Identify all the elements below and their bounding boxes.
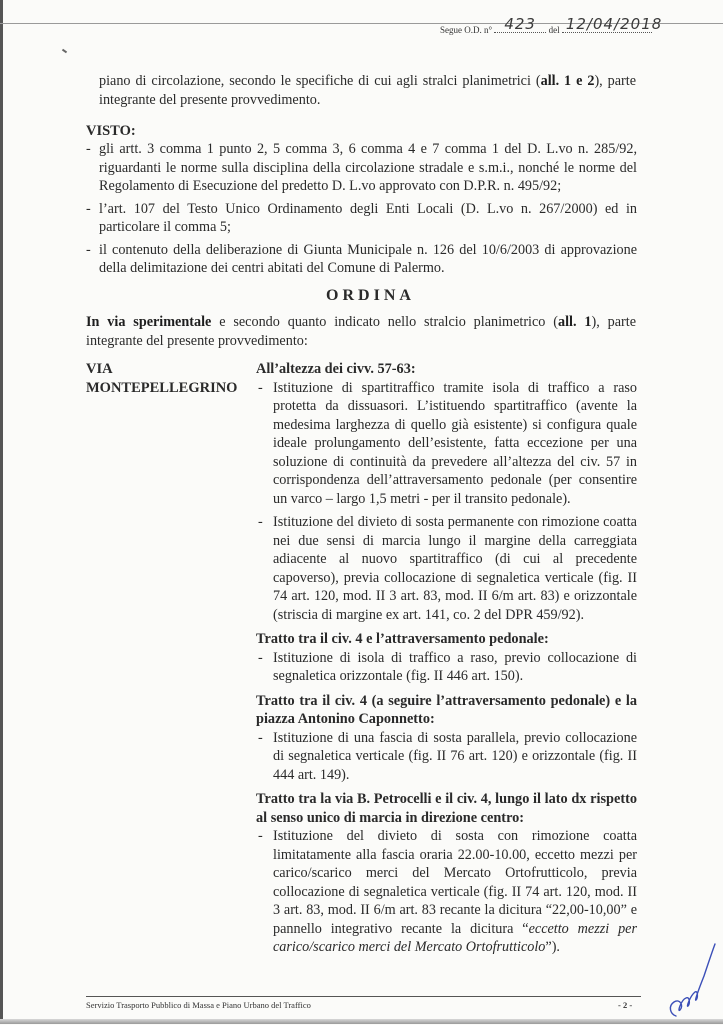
street-name-line1: VIA	[86, 361, 113, 377]
scan-stray-mark	[62, 49, 67, 54]
order-date-field	[562, 15, 663, 33]
provision-section-title: Tratto tra il civ. 4 e l’attraversamento pedonale:	[256, 631, 549, 647]
dash-bullet-icon: -	[258, 649, 263, 666]
intro-text-end: ), parte integrante del presente provvedimento.	[99, 73, 637, 108]
visto-item	[86, 241, 637, 278]
footer-page-number: - 2 -	[618, 1000, 633, 1010]
footer-divider	[86, 996, 641, 997]
ordina-heading: ORDINA	[326, 287, 415, 304]
visto-item	[86, 200, 637, 237]
visto-item-text: il contenuto della deliberazione di Giunta Municipale n. 126 del 10/6/2003 di approvazione della delimitazione dei centri abitati del Comune di Palermo.	[99, 241, 637, 276]
street-name-line2: MONTEPELLEGRINO	[86, 380, 238, 396]
provision-section-title: Tratto tra il civ. 4 (a seguire l’attraversamento pedonale) e la piazza Antonino Caponnetto:	[256, 692, 637, 727]
provisions	[256, 360, 637, 963]
footer-department: Servizio Trasporto Pubblico di Massa e Piano Urbano del Traffico	[86, 1000, 311, 1010]
provision-section-title: Tratto tra la via B. Petrocelli e il civ. 4, lungo il lato dx rispetto al senso unico di marcia in direzione centro:	[256, 791, 637, 826]
ordina-attachment-ref: all. 1	[557, 314, 592, 330]
visto-heading: VISTO:	[86, 123, 136, 139]
order-number: 423	[504, 15, 536, 33]
provision-section	[256, 692, 637, 785]
intro-attachment-ref: all. 1 e 2	[540, 73, 595, 89]
provision-section	[256, 790, 637, 957]
street-name	[86, 360, 237, 398]
visto-list	[86, 140, 637, 282]
visto-item	[86, 140, 637, 196]
scan-left-edge	[0, 0, 3, 1024]
order-number-field	[494, 15, 546, 33]
intro-paragraph	[99, 72, 636, 109]
provision-item-quote: eccetto mezzi per carico/scarico merci del Mercato Ortofrutticolo	[273, 920, 637, 955]
dash-bullet-icon: -	[258, 729, 263, 746]
provision-section	[256, 360, 637, 624]
provision-item-text-main: Istituzione del divieto di sosta con rimozione coatta limitatamente alla fascia oraria 22.00-10.00, eccetto mezzi per carico/scarico merci del Mercato Ortofrutticolo, previa collocazione di segnaletica verticale (fig. II 74 art. 120, mod. II 3 art. 83, mod. II 6/m art. 83 recante la dicitura “22,00-10,00” e pannello integrativo recante la dicitura “	[273, 828, 637, 937]
order-date-label: del	[548, 25, 560, 35]
ordina-intro-bold: In via sperimentale	[86, 314, 212, 330]
dash-bullet-icon: -	[258, 828, 263, 844]
provision-item-text: Istituzione del divieto di sosta permanente con rimozione coatta nei due sensi di marcia lungo il margine della carreggiata adiacente al nuovo spartitraffico (di cui al precedente capoverso), previa collocazione di segnaletica verticale (fig. II 74 art. 120, mod. II 3 art. 83, mod. II 6/m art. 83) e orizzontale (striscia di margine ex art. 141, co. 2 del DPR 459/92).	[273, 514, 637, 623]
ordina-intro-text: e secondo quanto indicato nello stralcio planimetrico (	[211, 314, 558, 330]
order-ref-prefix: Segue O.D. n°	[440, 25, 493, 35]
dash-bullet-icon: -	[258, 379, 263, 396]
provision-item	[256, 513, 637, 624]
provision-item-text: Istituzione di spartitraffico tramite isola di traffico a raso protetta da dissuasori. L’istituendo spartitraffico (avente la medesima larghezza di quello già esistente) si configura quale ideale prolungamento dell’esistente, fatta eccezione per una soluzione di continuità da prevedere all’altezza del civ. 57 in corrispondenza dell’attraversamento pedonale (per consentire un varco – largo 1,5 metri - per il transito pedonale).	[273, 379, 637, 507]
order-date: 12/04/2018	[565, 15, 663, 33]
dash-bullet-icon: -	[86, 200, 91, 217]
dash-bullet-icon: -	[86, 141, 91, 157]
provision-section-title: All’altezza dei civv. 57-63:	[256, 361, 416, 377]
scan-bottom-edge	[0, 1019, 723, 1024]
provision-item-text: Istituzione di isola di traffico a raso, previo collocazione di segnaletica orizzontale (fig. II 446 art. 150).	[273, 649, 637, 684]
ordina-intro-end: ), parte integrante del presente provvedimento:	[86, 314, 636, 349]
provision-item-text: Istituzione di una fascia di sosta parallela, previo collocazione di segnaletica verticale (fig. II 76 art. 120) e orizzontale (fig. II 444 art. 149).	[273, 729, 637, 783]
provision-item-text	[273, 827, 637, 957]
signature-initials-icon	[668, 930, 718, 1025]
provision-item	[256, 827, 637, 957]
dash-bullet-icon: -	[86, 241, 91, 258]
provision-item	[256, 649, 637, 686]
provision-item	[256, 729, 637, 785]
dash-bullet-icon: -	[258, 514, 263, 530]
visto-item-text: gli artt. 3 comma 1 punto 2, 5 comma 3, 6 comma 4 e 7 comma 1 del D. L.vo n. 285/92, riguardanti le norme sulla disciplina della circolazione stradale e s.m.i., nonché le norme del Regolamento di Esecuzione del predetto D. L.vo approvato con D.P.R. n. 495/92;	[99, 141, 637, 194]
provision-item	[256, 379, 637, 509]
provision-item-text-end: ”).	[545, 939, 560, 955]
intro-text: piano di circolazione, secondo le specifiche di cui agli stralci planimetrici (	[99, 73, 541, 89]
provision-section	[256, 630, 637, 686]
visto-item-text: l’art. 107 del Testo Unico Ordinamento degli Enti Locali (D. L.vo n. 267/2000) ed in particolare il comma 5;	[99, 200, 637, 235]
order-reference	[440, 15, 663, 35]
signature-stroke	[670, 944, 715, 1016]
ordina-intro-paragraph	[86, 313, 636, 350]
